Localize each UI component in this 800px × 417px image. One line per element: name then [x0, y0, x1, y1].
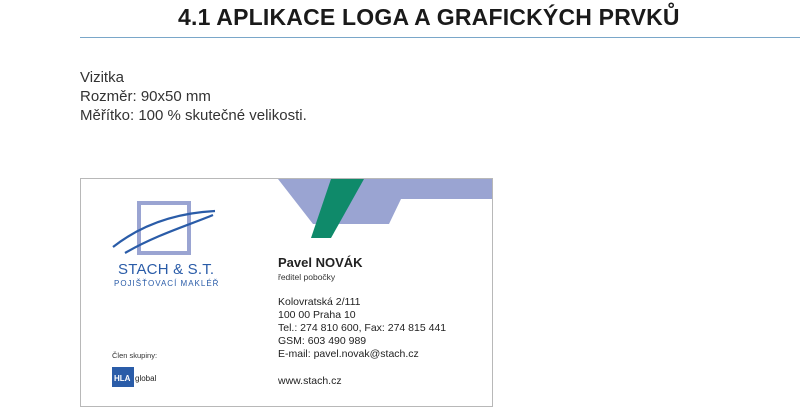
- spec-line-size: Rozměr: 90x50 mm: [80, 88, 211, 105]
- stach-logo-mark-icon: [111, 201, 221, 259]
- business-card: [80, 178, 493, 407]
- title-rule: [80, 37, 800, 38]
- person-name: Pavel NOVÁK: [278, 255, 363, 270]
- company-subtitle: POJIŠŤOVACÍ MAKLÉŘ: [114, 279, 220, 288]
- page-title: 4.1 APLIKACE LOGA A GRAFICKÝCH PRVKŮ: [178, 4, 680, 30]
- member-label: Člen skupiny:: [112, 351, 158, 360]
- spec-line-type: Vizitka: [80, 69, 124, 86]
- contact-phone: Tel.: 274 810 600, Fax: 274 815 441: [278, 322, 447, 334]
- website-link[interactable]: www.stach.cz: [278, 375, 342, 387]
- contact-street: Kolovratská 2/111: [278, 296, 361, 308]
- spec-line-scale: Měřítko: 100 % skutečné velikosti.: [80, 107, 307, 124]
- card-spec: [80, 68, 307, 125]
- contact-gsm: GSM: 603 490 989: [278, 335, 367, 347]
- company-name: STACH & S.T.: [118, 261, 215, 278]
- contact-email[interactable]: E-mail: pavel.novak@stach.cz: [278, 348, 419, 360]
- person-role: ředitel pobočky: [278, 272, 336, 282]
- contact-city: 100 00 Praha 10: [278, 309, 356, 321]
- contact-block: [278, 296, 446, 361]
- hla-word: global: [135, 374, 157, 383]
- hla-global-logo-icon: [112, 367, 156, 387]
- hla-box: HLA: [112, 367, 134, 387]
